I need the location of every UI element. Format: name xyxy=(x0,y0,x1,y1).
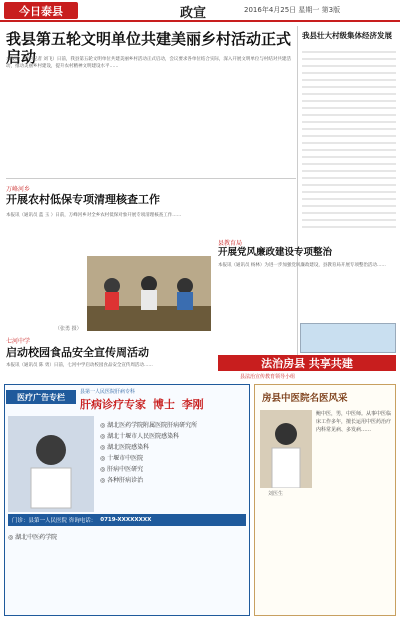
lead-body: 本报讯（特约记者 刘飞）日前，我县第五轮文明单位共建美丽乡村活动正式启动，会议要求各单位结合实际，深入开展文明单位与村结对共建活动，推动美丽乡村建设，提升农村精神文明建设水平…… xyxy=(6,57,291,69)
newspaper-logo: 今日泰县 xyxy=(4,2,78,19)
ad-image xyxy=(300,323,396,353)
divider xyxy=(6,178,296,179)
qihe-kicker: 七河中学 xyxy=(6,338,31,345)
edu-body: 本报讯（通讯员 杨林）为进一步加强党风廉政建设，县教育局开展专项整治活动…… xyxy=(218,263,386,268)
expert-title xyxy=(80,396,204,412)
law-banner-text: 法治房县 共享共建 xyxy=(261,357,353,370)
wanfeng-headline: 开展农村低保专项清理核查工作 xyxy=(6,193,160,206)
expert-top-line: 县第一人民医院肝病专科 xyxy=(80,389,136,395)
wanfeng-body: 本报讯（通讯员 蓝 玉 ）日前，万峰河乡对全乡农村低保对象开展专项清理核查工作…… xyxy=(6,213,182,218)
photo-credit: （张勇 摄） xyxy=(55,326,82,332)
expert-item: ◎ 肝病中医研究 xyxy=(100,466,144,473)
edu-kicker: 县教育局 xyxy=(218,240,243,247)
doctor-portrait xyxy=(260,410,312,488)
hospital-caption: 刘医生 xyxy=(268,491,284,497)
expert-item: ◎ 湖北医药学院附属医院肝病研究所 xyxy=(100,422,198,429)
expert-item: ◎ 十堰市中医院 xyxy=(100,455,144,462)
expert-photo xyxy=(8,416,94,512)
weekday: 星期一 xyxy=(298,6,320,14)
lead-headline: 我县第五轮文明单位共建美丽乡村活动正式启动 xyxy=(6,30,292,66)
expert-footer: ◎ 湖北中医药学院 xyxy=(8,534,58,541)
expert-item: ◎ 各种肝病诊治 xyxy=(100,477,144,484)
classroom-photo xyxy=(87,256,211,331)
expert-title-text: 肝病诊疗专家 xyxy=(80,398,146,411)
expert-contact-label: 门诊：县第一人民医院 咨询电话： xyxy=(12,518,97,524)
expert-side-label: 医疗广告专栏 xyxy=(6,390,76,404)
right-top-body xyxy=(302,46,396,232)
law-banner-sub: 县法治宣传教育领导小组 xyxy=(240,374,296,380)
right-top-headline: 我县壮大村级集体经济发展 xyxy=(302,31,392,40)
expert-phone: 0719-XXXXXXXX xyxy=(100,517,152,523)
expert-item: ◎ 湖北医院感染科 xyxy=(100,444,150,451)
law-banner xyxy=(218,355,396,371)
section-title: 政宣 xyxy=(180,6,207,21)
hospital-title: 房县中医院名医风采 xyxy=(262,393,348,404)
qihe-body: 本报讯（通讯员 陈 勇）日前，七河中学启动校园食品安全宣传周活动…… xyxy=(6,363,153,368)
expert-item: ◎ 湖北十堰市人民医院感染科 xyxy=(100,433,180,440)
wanfeng-kicker: 万峰河乡 xyxy=(6,186,31,193)
expert-portrait xyxy=(8,416,94,512)
expert-items xyxy=(100,420,244,486)
page-number: 第3版 xyxy=(321,6,341,14)
dateline xyxy=(244,5,340,15)
expert-contact xyxy=(8,514,246,526)
expert-name: 李刚 xyxy=(181,398,204,411)
publication-date: 2016年4月25日 xyxy=(244,6,297,14)
edu-headline: 开展党风廉政建设专项整治 xyxy=(218,247,333,258)
hospital-body: 鲍中医，男，中医师。从事中医临床工作多年，擅长运用中医药治疗内科常见病、多发病…… xyxy=(316,411,392,433)
photo-graphic xyxy=(87,256,211,331)
expert-name-lead: 博士 xyxy=(152,398,175,411)
qihe-headline: 启动校园食品安全宣传周活动 xyxy=(6,346,149,359)
hospital-doctor-photo xyxy=(260,410,312,488)
